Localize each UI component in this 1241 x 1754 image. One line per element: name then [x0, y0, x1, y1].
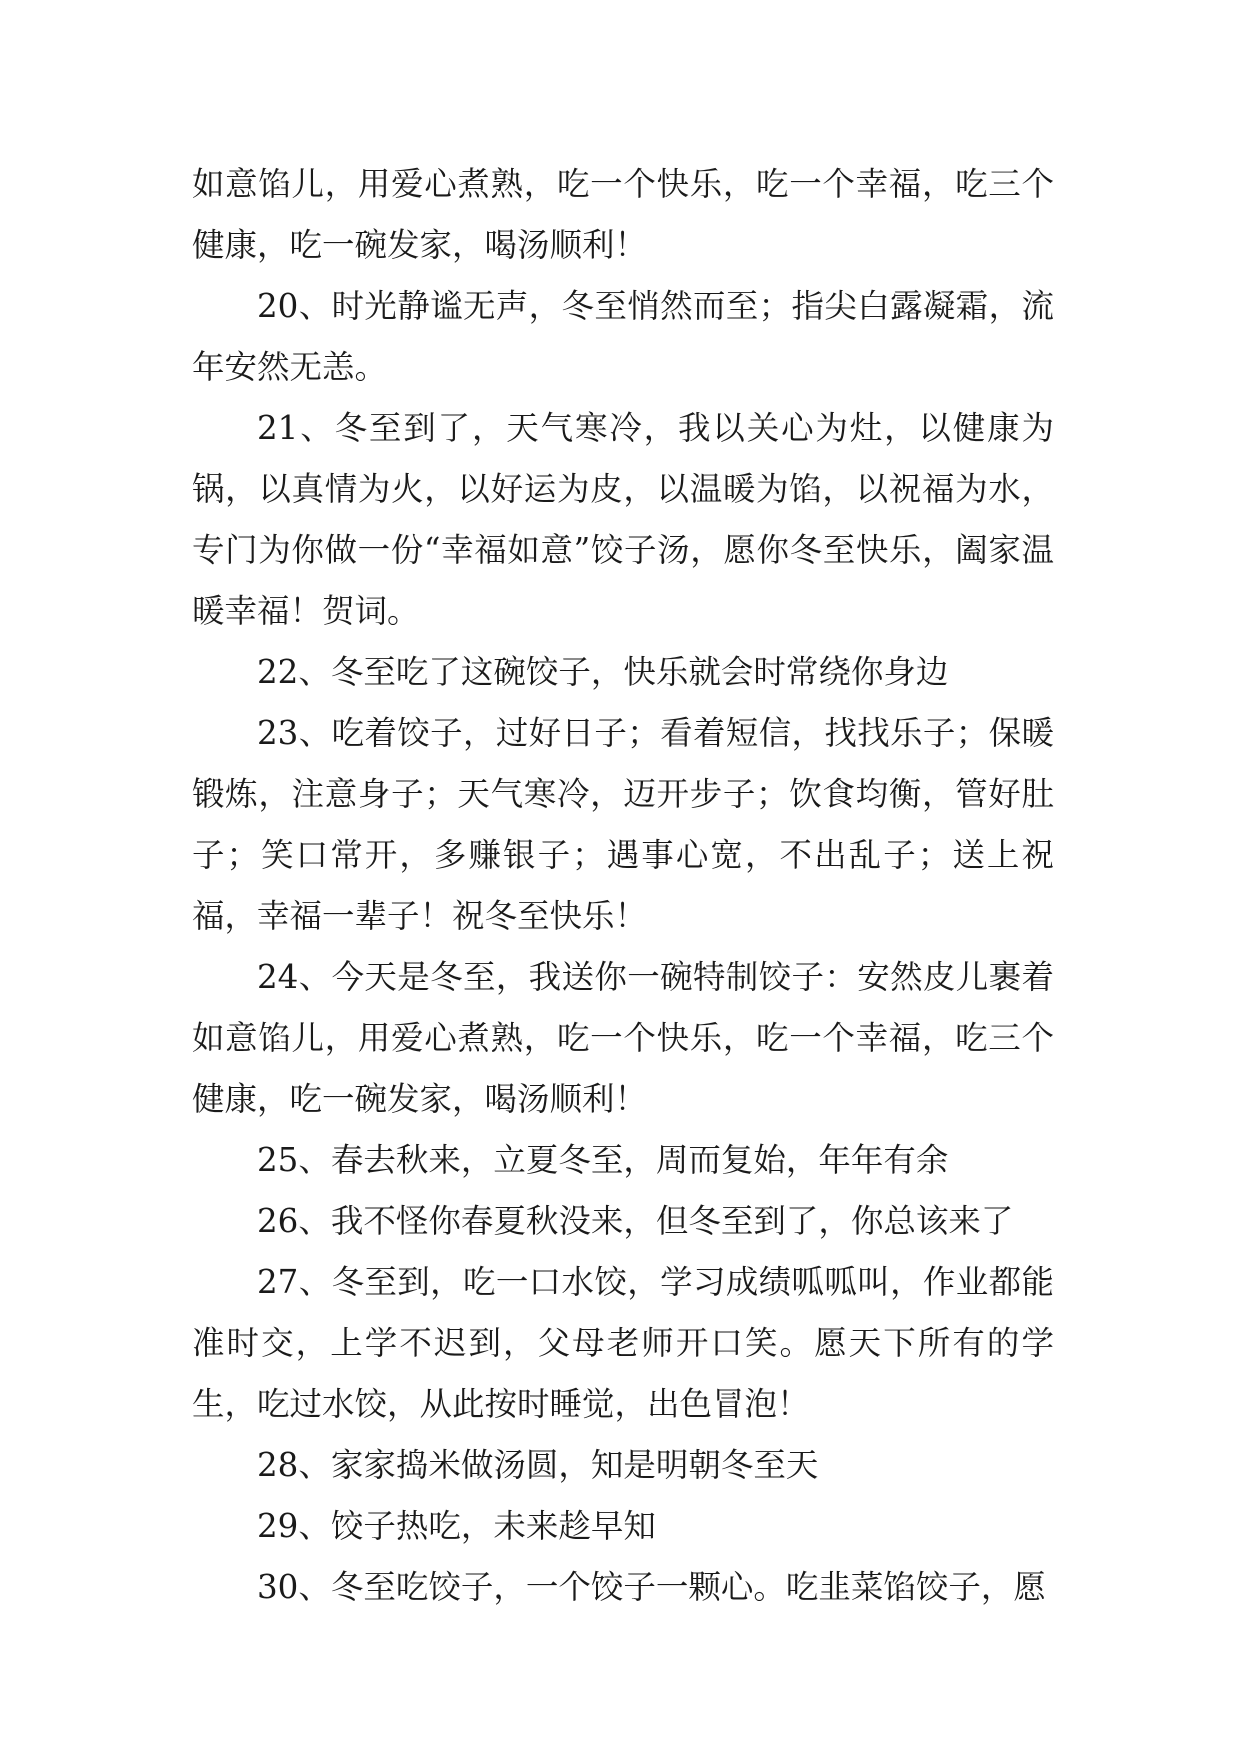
paragraph-item-22 — [192, 642, 1054, 703]
paragraph-text: 冬至吃饺子，一个饺子一颗心。吃韭菜馅饺子，愿 — [330, 1568, 1046, 1606]
paragraph-item-29 — [192, 1496, 1054, 1557]
paragraph-number: 21、 — [257, 409, 335, 447]
paragraph-number: 29、 — [257, 1507, 331, 1545]
paragraph-text: 饺子热吃，未来趁早知 — [330, 1507, 656, 1545]
paragraph-item-20 — [192, 276, 1054, 398]
paragraph-number: 25、 — [257, 1141, 331, 1179]
paragraph-number: 22、 — [257, 653, 331, 691]
paragraph-number: 23、 — [257, 714, 332, 752]
paragraph-text: 家家捣米做汤圆，知是明朝冬至天 — [330, 1446, 819, 1484]
paragraph-item-24 — [192, 947, 1054, 1130]
paragraph-item-25 — [192, 1130, 1054, 1191]
paragraph-item-21 — [192, 398, 1054, 642]
paragraph-item-23 — [192, 703, 1054, 947]
paragraph-text: 吃着饺子，过好日子；看着短信，找找乐子；保暖锻炼，注意身子；天气寒冷，迈开步子；饮食均衡，管好肚子；笑口常开，多赚银子；遇事心宽，不出乱子；送上祝福，幸福一辈子！祝冬至快乐！ — [192, 714, 1054, 935]
paragraph-continuation — [192, 154, 1054, 276]
paragraph-number: 28、 — [257, 1446, 331, 1484]
paragraph-number: 26、 — [257, 1202, 331, 1240]
paragraph-text: 冬至吃了这碗饺子，快乐就会时常绕你身边 — [330, 653, 949, 691]
paragraph-number: 27、 — [257, 1263, 332, 1301]
paragraph-item-27 — [192, 1252, 1054, 1435]
paragraph-number: 24、 — [257, 958, 332, 996]
paragraph-number: 20、 — [257, 287, 332, 325]
document-body — [192, 154, 1054, 1618]
paragraph-text: 如意馅儿，用爱心煮熟，吃一个快乐，吃一个幸福，吃三个健康，吃一碗发家，喝汤顺利！ — [192, 165, 1054, 264]
paragraph-text: 冬至到，吃一口水饺，学习成绩呱呱叫，作业都能准时交，上学不迟到，父母老师开口笑。愿天下所有的学生，吃过水饺，从此按时睡觉，出色冒泡！ — [192, 1263, 1054, 1423]
paragraph-text: 春去秋来，立夏冬至，周而复始，年年有余 — [330, 1141, 949, 1179]
paragraph-item-26 — [192, 1191, 1054, 1252]
paragraph-number: 30、 — [257, 1568, 331, 1606]
paragraph-item-28 — [192, 1435, 1054, 1496]
paragraph-text: 今天是冬至，我送你一碗特制饺子：安然皮儿裹着如意馅儿，用爱心煮熟，吃一个快乐，吃一个幸福，吃三个健康，吃一碗发家，喝汤顺利！ — [192, 958, 1054, 1118]
paragraph-text: 我不怪你春夏秋没来，但冬至到了，你总该来了 — [330, 1202, 1014, 1240]
paragraph-text: 冬至到了，天气寒冷，我以关心为灶，以健康为锅，以真情为火，以好运为皮，以温暖为馅，以祝福为水，专门为你做一份“幸福如意”饺子汤，愿你冬至快乐，阖家温暖幸福！贺词。 — [192, 409, 1054, 630]
paragraph-text: 时光静谧无声，冬至悄然而至；指尖白露凝霜，流年安然无恙。 — [192, 287, 1054, 386]
paragraph-item-30 — [192, 1557, 1054, 1618]
